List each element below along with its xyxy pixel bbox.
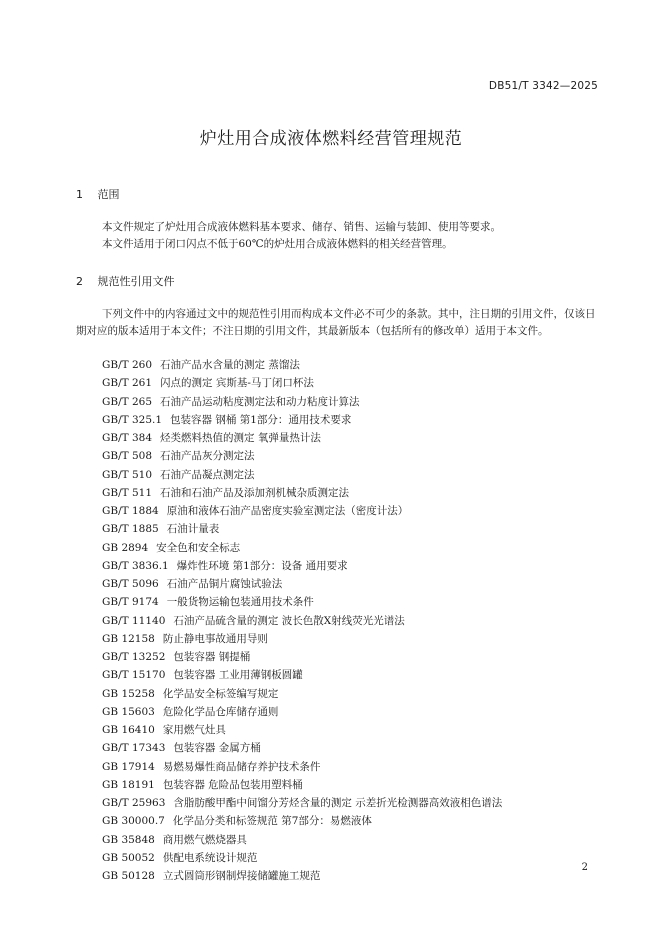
reference-title: 家用燃气灶具 — [162, 724, 226, 736]
reference-code: GB 15603 — [102, 705, 155, 718]
reference-item — [102, 484, 502, 502]
reference-item — [102, 812, 502, 830]
reference-title: 闪点的测定 宾斯基-马丁闭口杯法 — [160, 377, 314, 390]
reference-title: 易燃易爆性商品储存养护技术条件 — [162, 760, 321, 773]
reference-title: 含脂肪酸甲酯中间馏分芳烃含量的测定 示差折光检测器高效液相色谱法 — [173, 797, 503, 809]
document-title: 炉灶用合成液体燃料经营管理规范 — [199, 129, 463, 149]
reference-item — [102, 666, 502, 684]
reference-item — [102, 447, 502, 465]
reference-title: 石油计量表 — [166, 523, 220, 536]
reference-title: 包装容器 钢桶 第1部分：通用技术要求 — [170, 413, 352, 426]
page-number: 2 — [581, 862, 588, 873]
reference-code: GB/T 265 — [102, 395, 153, 408]
reference-item — [102, 429, 502, 447]
reference-code: GB/T 11140 — [102, 614, 166, 627]
section-heading-normative-references — [76, 273, 175, 289]
reference-code: GB/T 1885 — [102, 523, 159, 536]
reference-code: GB/T 17343 — [102, 742, 166, 755]
reference-item — [102, 356, 502, 374]
reference-code: GB/T 1884 — [102, 505, 159, 517]
reference-item — [102, 466, 502, 484]
reference-code: GB/T 508 — [102, 450, 153, 463]
reference-title: 防止静电事故通用导则 — [162, 632, 268, 645]
reference-code: GB 35848 — [102, 833, 155, 846]
reference-title: 危险化学品仓库储存通则 — [162, 705, 279, 718]
reference-item — [102, 411, 502, 429]
section-title: 范围 — [97, 188, 120, 201]
reference-list — [102, 356, 502, 885]
reference-code: GB/T 25963 — [102, 797, 166, 809]
references-intro-paragraph: 下列文件中的内容通过文中的规范性引用而构成本文件必不可少的条款。其中，注日期的引用文件，仅该日期对应的版本适用于本文件；不注日期的引用文件，其最新版本（包括所有的修改单）适用于本文件。 — [76, 308, 596, 337]
reference-item — [102, 758, 502, 776]
reference-title: 石油产品凝点测定法 — [160, 468, 255, 481]
reference-title: 化学品安全标签编写规定 — [162, 687, 279, 700]
reference-code: GB/T 3836.1 — [102, 559, 169, 572]
reference-code: GB 50052 — [102, 851, 155, 864]
reference-title: 包装容器 危险品包装用塑料桶 — [162, 778, 303, 791]
reference-item — [102, 557, 502, 575]
reference-title: 原油和液体石油产品密度实验室测定法（密度计法） — [166, 505, 409, 517]
reference-title: 包装容器 钢提桶 — [173, 651, 251, 663]
reference-item — [102, 849, 502, 867]
reference-item — [102, 867, 502, 885]
reference-title: 石油产品水含量的测定 蒸馏法 — [160, 359, 300, 371]
reference-item — [102, 393, 502, 411]
reference-title: 化学品分类和标签规范 第7部分：易燃液体 — [172, 815, 372, 828]
reference-item — [102, 502, 502, 520]
reference-code: GB 12158 — [102, 632, 155, 645]
section-heading-scope — [76, 186, 120, 202]
reference-item — [102, 794, 502, 812]
reference-title: 烃类燃料热值的测定 氧弹量热计法 — [160, 432, 321, 444]
section-number: 2 — [76, 275, 83, 288]
reference-title: 安全色和安全标志 — [156, 541, 241, 554]
reference-code: GB 30000.7 — [102, 815, 165, 828]
reference-item — [102, 374, 502, 392]
reference-code: GB 50128 — [102, 870, 155, 882]
reference-code: GB/T 261 — [102, 377, 153, 390]
reference-item — [102, 630, 502, 648]
reference-title: 石油产品灰分测定法 — [160, 450, 255, 463]
reference-item — [102, 520, 502, 538]
reference-title: 立式圆筒形钢制焊接储罐施工规范 — [162, 870, 321, 882]
reference-title: 石油产品铜片腐蚀试验法 — [166, 578, 283, 590]
reference-item — [102, 776, 502, 794]
reference-title: 供配电系统设计规范 — [162, 851, 258, 864]
reference-item — [102, 593, 502, 611]
reference-code: GB 18191 — [102, 778, 155, 791]
reference-item — [102, 685, 502, 703]
reference-item — [102, 539, 502, 557]
reference-title: 包装容器 金属方桶 — [173, 742, 261, 755]
reference-code: GB/T 510 — [102, 468, 153, 481]
reference-title: 一般货物运输包装通用技术条件 — [166, 596, 314, 609]
section-number: 1 — [76, 188, 83, 201]
scope-paragraph: 本文件规定了炉灶用合成液体燃料基本要求、储存、销售、运输与装卸、使用等要求。 — [102, 221, 501, 233]
reference-title: 爆炸性环境 第1部分：设备 通用要求 — [176, 559, 348, 572]
reference-code: GB/T 511 — [102, 486, 153, 499]
reference-code: GB/T 15170 — [102, 669, 166, 682]
scope-paragraph: 本文件适用于闭口闪点不低于60℃的炉灶用合成液体燃料的相关经营管理。 — [102, 238, 453, 250]
reference-code: GB 15258 — [102, 687, 155, 700]
reference-item — [102, 739, 502, 757]
reference-item — [102, 831, 502, 849]
standard-code: DB51/T 3342—2025 — [488, 80, 598, 92]
reference-item — [102, 703, 502, 721]
reference-code: GB/T 384 — [102, 432, 153, 444]
reference-title: 包装容器 工业用薄钢板圆罐 — [173, 669, 303, 682]
reference-title: 商用燃气燃烧器具 — [162, 833, 247, 846]
reference-title: 石油产品硫含量的测定 波长色散X射线荧光光谱法 — [173, 614, 405, 627]
reference-title: 石油和石油产品及添加剂机械杂质测定法 — [160, 486, 350, 499]
reference-item — [102, 648, 502, 666]
reference-item — [102, 721, 502, 739]
reference-item — [102, 575, 502, 593]
reference-code: GB 16410 — [102, 724, 155, 736]
reference-code: GB 2894 — [102, 541, 149, 554]
reference-code: GB/T 5096 — [102, 578, 159, 590]
reference-code: GB 17914 — [102, 760, 155, 773]
reference-code: GB/T 260 — [102, 359, 153, 371]
reference-title: 石油产品运动粘度测定法和动力粘度计算法 — [160, 395, 360, 408]
section-title: 规范性引用文件 — [97, 275, 175, 288]
reference-code: GB/T 9174 — [102, 596, 159, 609]
reference-code: GB/T 325.1 — [102, 413, 163, 426]
reference-item — [102, 612, 502, 630]
reference-code: GB/T 13252 — [102, 651, 166, 663]
